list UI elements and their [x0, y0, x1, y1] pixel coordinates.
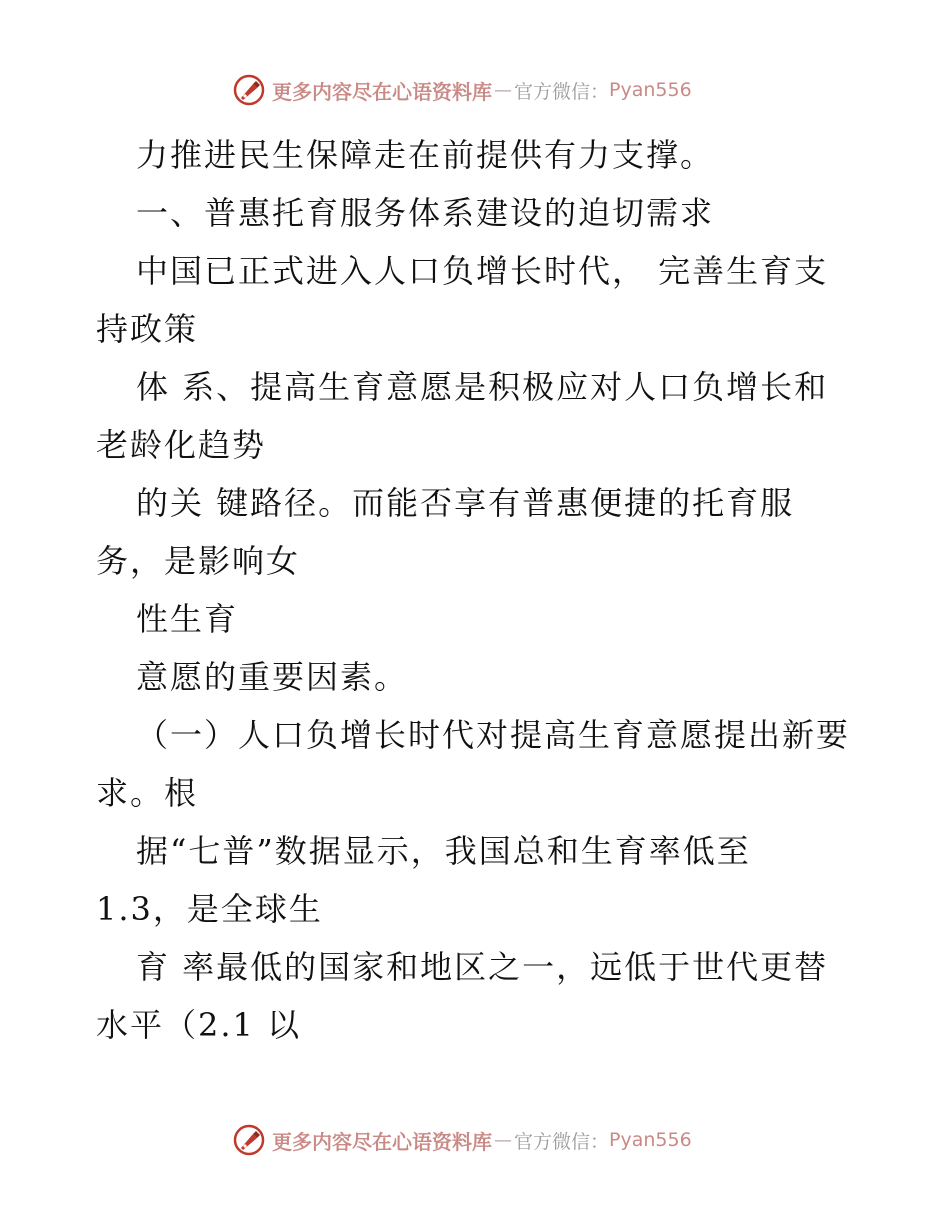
- watermark-separator: —: [494, 79, 512, 101]
- paragraph-line: 中国已正式进入人口负增长时代， 完善生育支: [136, 252, 829, 290]
- paragraph-line: 力推进民生保障走在前提供有力支撑。: [136, 136, 715, 174]
- footer-watermark: [232, 1122, 692, 1158]
- paragraph-line: 持政策: [96, 310, 199, 348]
- paragraph-line: 水平（2.1 以: [96, 1006, 302, 1044]
- paragraph-line: 1.3，是全球生: [96, 890, 323, 928]
- paragraph-line: 体 系、提高生育意愿是积极应对人口负增长和: [136, 368, 829, 406]
- paragraph-line: 育 率最低的国家和地区之一，远低于世代更替: [136, 948, 829, 986]
- paragraph-line: 性生育: [136, 600, 239, 638]
- paragraph-line: 的关 键路径。而能否享有普惠便捷的托育服: [136, 484, 795, 522]
- paragraph-line: 据“七普”数据显示，我国总和生育率低至: [136, 832, 751, 870]
- watermark-site-text: 更多内容尽在心语资料库: [272, 1129, 492, 1154]
- pen-nib-logo-icon: [232, 1123, 266, 1157]
- watermark-official-label: 官方微信：: [514, 1130, 610, 1153]
- header-watermark: [232, 72, 692, 108]
- document-body: [96, 126, 886, 1054]
- paragraph-line: （一）人口负增长时代对提高生育意愿提出新要: [136, 716, 851, 754]
- paragraph-line: 求。根: [96, 774, 199, 812]
- watermark-official-label: 官方微信：: [514, 80, 610, 103]
- watermark-wechat-id: Pyan556: [609, 1129, 692, 1151]
- paragraph-line: 务，是影响女: [96, 542, 301, 580]
- paragraph-line: 老龄化趋势: [96, 426, 267, 464]
- pen-nib-logo-icon: [232, 73, 266, 107]
- watermark-separator: —: [494, 1129, 512, 1151]
- paragraph-line: 一、普惠托育服务体系建设的迫切需求: [136, 194, 715, 232]
- watermark-wechat-id: Pyan556: [609, 79, 692, 101]
- paragraph-line: 意愿的重要因素。: [136, 658, 409, 696]
- watermark-site-text: 更多内容尽在心语资料库: [272, 79, 492, 104]
